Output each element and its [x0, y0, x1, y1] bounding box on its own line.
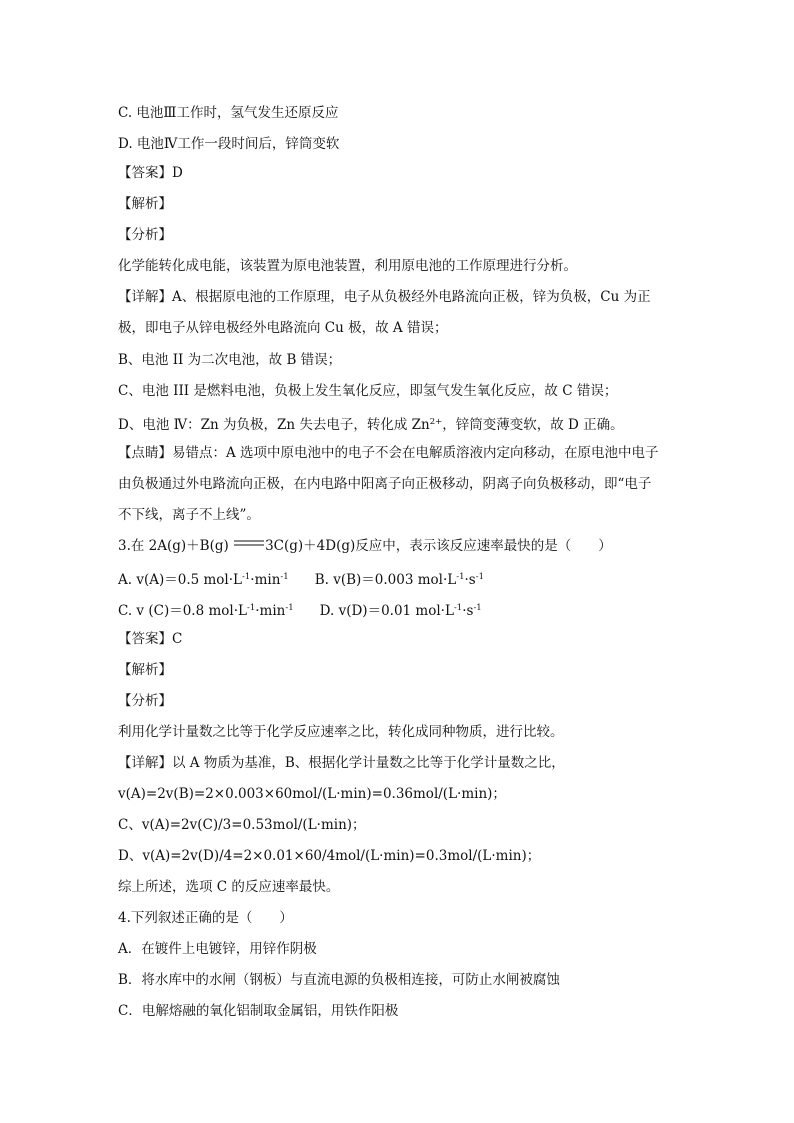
- zn-charge-superscript: 2+: [429, 417, 443, 427]
- q4-option-c: C．电解熔融的氧化铝制取金属铝，用铁作阳极: [118, 1003, 399, 1019]
- q2-detail-c: C、电池 III 是燃料电池，负极上发生氧化反应，即氢气发生氧化反应，故 C 错误；: [118, 383, 618, 399]
- q3-analysis: 利用化学计量数之比等于化学反应速率之比，转化成同种物质，进行比较。: [118, 724, 564, 740]
- q3-stem-reactants: 3.在 2A(g)＋B(g): [118, 538, 234, 554]
- q4-stem: 4.下列叙述正确的是（ ）: [118, 910, 293, 926]
- q2-option-c: C. 电池Ⅲ工作时，氢气发生还原反应: [118, 105, 339, 121]
- q3-stem: [118, 537, 612, 555]
- exponent: -1: [280, 572, 289, 582]
- exponent: -1: [246, 603, 256, 613]
- q3-option-a-unit: ·min: [250, 572, 281, 588]
- q2-note-line-1: 【点睛】易错点：A 选项中原电池中的电子不会在电解质溶液内定向移动，在原电池中电子: [118, 445, 659, 461]
- q2-analysis: 化学能转化成电能，该装置为原电池装置，利用原电池的工作原理进行分析。: [118, 258, 577, 274]
- q3-jiexi-heading: 【解析】: [118, 662, 172, 678]
- q3-detail-line-2: v(A)=2v(B)=2×0.003×60mol/(L·min)=0.36mol/(L·min)；: [118, 786, 506, 802]
- q2-detail-d: [118, 413, 624, 434]
- q3-detail-line-1: 【详解】以 A 物质为基准，B、根据化学计量数之比等于化学计量数之比，: [118, 755, 565, 771]
- q2-note-line-2: 由负极通过外电路流向正极，在内电路中阳离子向正极移动，阴离子向负极移动，即“电子: [118, 476, 652, 492]
- q4-option-a: A．在镀件上电镀锌，用锌作阴极: [118, 941, 317, 957]
- q3-option-d: D. v(D)＝0.01 mol·L: [319, 603, 454, 619]
- q4-option-b: B．将水库中的水闸（钢板）与直流电源的负极相连接，可防止水闸被腐蚀: [118, 972, 560, 988]
- q2-jiexi-heading: 【解析】: [118, 196, 172, 212]
- equilibrium-arrow-icon: [233, 535, 265, 553]
- q3-option-a: A. v(A)＝0.5 mol·L: [118, 572, 243, 588]
- q2-detail-b: B、电池 II 为二次电池，故 B 错误；: [118, 352, 342, 368]
- q2-option-d: D. 电池Ⅳ工作一段时间后，锌筒变软: [118, 136, 340, 152]
- exponent: -1: [285, 603, 294, 613]
- q2-detail-d-text: D、电池 Ⅳ：Zn 为负极，Zn 失去电子，转化成 Zn: [118, 417, 430, 433]
- exponent: -1: [475, 572, 485, 582]
- q2-note-line-3: 不下线，离子不上线”。: [118, 507, 260, 523]
- q3-detail-line-3: C、v(A)=2v(C)/3=0.53mol/(L·min)；: [118, 817, 366, 833]
- exponent: -1: [473, 603, 482, 613]
- exponent: -1: [456, 572, 465, 582]
- q2-answer: 【答案】D: [118, 165, 183, 181]
- q2-detail-line-2: 极，即电子从锌电极经外电路流向 Cu 极，故 A 错误；: [118, 320, 448, 336]
- q3-options-row-2: [118, 599, 482, 620]
- q3-summary: 综上所述，选项 C 的反应速率最快。: [118, 879, 340, 895]
- exponent: -1: [242, 572, 251, 582]
- q3-options-row-1: [118, 568, 484, 589]
- q3-option-d-unit: ·s: [462, 603, 474, 619]
- q3-option-c: C. v (C)＝0.8 mol·L: [118, 603, 247, 619]
- q3-option-b-unit: ·s: [464, 572, 476, 588]
- q3-option-b: B. v(B)＝0.003 mol·L: [314, 572, 457, 588]
- q3-fenxi-heading: 【分析】: [118, 693, 172, 709]
- q3-stem-products: 3C(g)＋4D(g)反应中，表示该反应速率最快的是（ ）: [265, 538, 612, 554]
- q3-detail-line-4: D、v(A)=2v(D)/4=2×0.01×60/4mol/(L·min)=0.3mol/(L·min)；: [118, 848, 541, 864]
- q2-detail-line-1: 【详解】A、根据原电池的工作原理，电子从负极经外电路流向正极，锌为负极，Cu 为正: [118, 289, 651, 305]
- q2-detail-d-tail: ，锌筒变薄变软，故 D 正确。: [442, 417, 624, 433]
- q3-answer: 【答案】C: [118, 631, 183, 647]
- exponent: -1: [453, 603, 463, 613]
- q2-fenxi-heading: 【分析】: [118, 227, 172, 243]
- q3-option-c-unit: ·min: [255, 603, 286, 619]
